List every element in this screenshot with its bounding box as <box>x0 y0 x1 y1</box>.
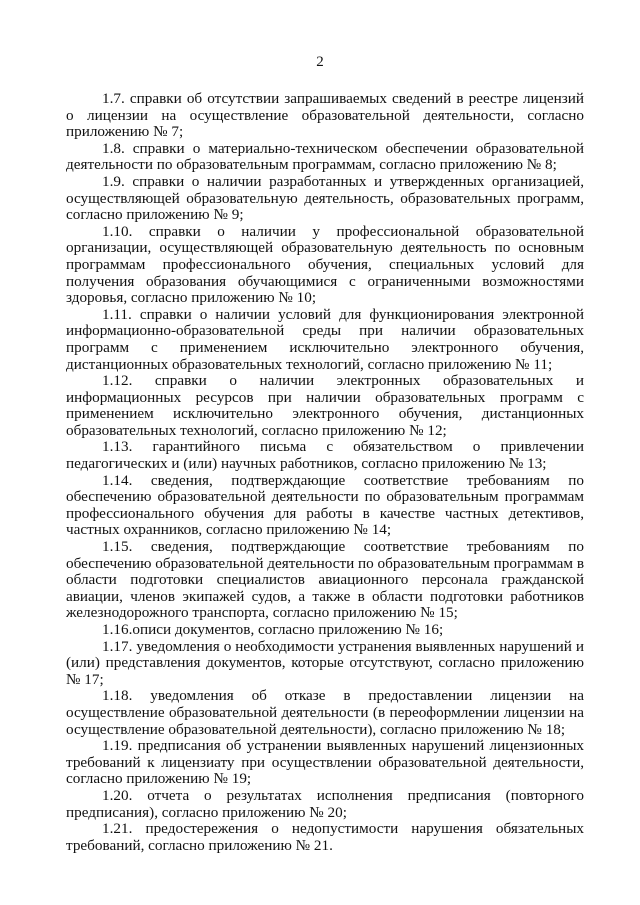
list-item: 1.13. гарантийного письма с обязательством о привлечении педагогических и (или) научных работников, согласно приложению № 13; <box>66 438 584 473</box>
list-item: 1.11. справки о наличии условий для функционирования электронной информационно-образовательной среды при наличии образовательных программ с применением исключительно электронного обучения, дистанционных образовательных технологий, согласно приложению № 11; <box>66 305 584 373</box>
list-item: 1.16.описи документов, согласно приложению № 16; <box>102 621 444 638</box>
list-item: 1.20. отчета о результатах исполнения предписания (повторного предписания), согласно приложению № 20; <box>66 786 584 821</box>
list-item: 1.21. предостережения о недопустимости нарушения обязательных требований, согласно приложению № 21. <box>66 820 584 854</box>
document-body <box>66 91 584 854</box>
list-item: 1.12. справки о наличии электронных образовательных и информационных ресурсов при наличии образовательных программ с применением исключительно электронного обучения, дистанционных образовательных технологий, согласно приложению № 12; <box>66 372 584 439</box>
page-number: 2 <box>316 54 324 70</box>
list-item: 1.18. уведомления об отказе в предоставлении лицензии на осуществление образовательной деятельности (в переоформлении лицензии на осуществление образовательной деятельности), согласно приложению № 18; <box>66 687 584 738</box>
list-item: 1.19. предписания об устранении выявленных нарушений лицензионных требований к лицензиату при осуществлении образовательной деятельности, согласно приложению № 19; <box>66 737 584 788</box>
list-item: 1.14. сведения, подтверждающие соответствие требованиям по обеспечению образовательной деятельности по образовательным программам профессионального обучения для работы в качестве частных детективов, частных охранников, согласно приложению № 14; <box>66 471 584 539</box>
list-item: 1.7. справки об отсутствии запрашиваемых сведений в реестре лицензий о лицензии на осуществление образовательной деятельности, согласно приложению № 7; <box>66 90 584 141</box>
list-item: 1.10. справки о наличии у профессиональной образовательной организации, осуществляющей образовательную деятельность по основным программам профессионального обучения, специальных условий для получения образования обучающимися с ограниченными возможностями здоровья, согласно приложению № 10; <box>66 222 584 307</box>
list-item: 1.17. уведомления о необходимости устранения выявленных нарушений и (или) представления документов, которые отсутствуют, согласно приложению № 17; <box>66 637 584 688</box>
list-item: 1.8. справки о материально-техническом обеспечении образовательной деятельности по образовательным программам, согласно приложению № 8; <box>66 139 584 174</box>
list-item: 1.9. справки о наличии разработанных и утвержденных организацией, осуществляющей образовательную деятельность, образовательных программ, согласно приложению № 9; <box>66 172 584 224</box>
list-item: 1.15. сведения, подтверждающие соответствие требованиям по обеспечению образовательной деятельности по образовательным программам в области подготовки специалистов авиационного персонала гражданской авиации, членов экипажей судов, а также в области подготовки работников железнодорожного транспорта, согласно приложению № 15; <box>66 538 584 622</box>
